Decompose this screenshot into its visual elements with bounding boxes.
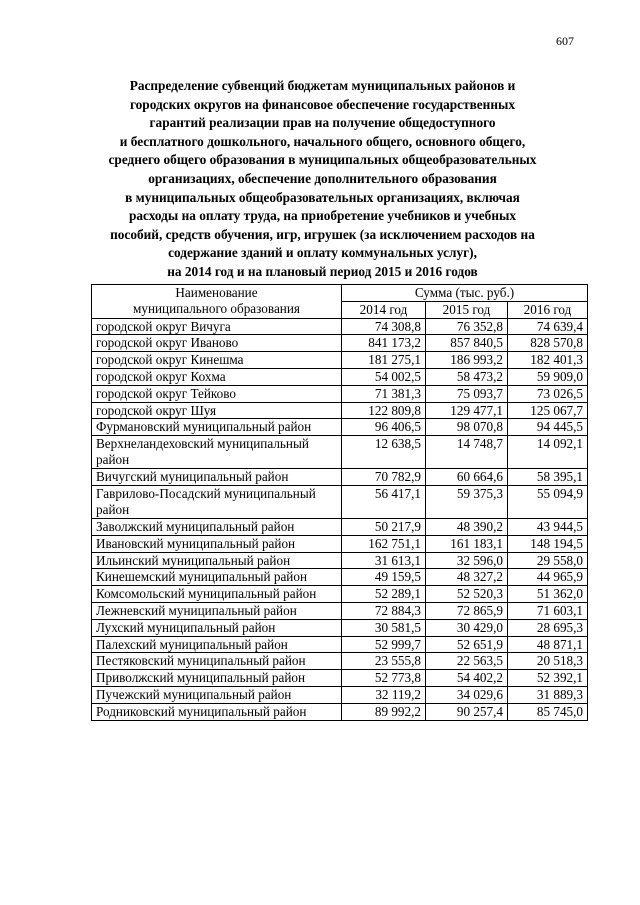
- amount-2015: 75 093,7: [426, 385, 508, 402]
- municipality-name: Кинешемский муниципальный район: [92, 569, 342, 586]
- table-row: [92, 670, 588, 687]
- amount-2016: 73 026,5: [508, 385, 588, 402]
- title-line: и бесплатного дошкольного, начального общего, основного общего,: [119, 133, 526, 149]
- amount-2014: 841 173,2: [342, 335, 426, 352]
- subvention-table: [91, 284, 588, 721]
- header-sum-cell: Сумма (тыс. руб.): [342, 285, 588, 302]
- amount-2015: 58 473,2: [426, 368, 508, 385]
- municipality-name: городской округ Шуя: [92, 402, 342, 419]
- table-row: [92, 352, 588, 369]
- municipality-name: Пестяковский муниципальный район: [92, 653, 342, 670]
- municipality-name: Ильинский муниципальный район: [92, 552, 342, 569]
- amount-2014: 31 613,1: [342, 552, 426, 569]
- amount-2015: 34 029,6: [426, 686, 508, 703]
- amount-2015: 30 429,0: [426, 619, 508, 636]
- amount-2014: 74 308,8: [342, 318, 426, 335]
- title-line: на 2014 год и на плановый период 2015 и 2016 годов: [167, 263, 478, 279]
- table-row: [92, 636, 588, 653]
- document-title: [82, 77, 563, 282]
- municipality-name: Комсомольский муниципальный район: [92, 586, 342, 603]
- amount-2016: 59 909,0: [508, 368, 588, 385]
- amount-2014: 70 782,9: [342, 469, 426, 486]
- amount-2014: 52 999,7: [342, 636, 426, 653]
- amount-2015: 48 327,2: [426, 569, 508, 586]
- table-row: [92, 535, 588, 552]
- table-row: [92, 469, 588, 486]
- amount-2016: 94 445,5: [508, 419, 588, 436]
- municipality-name: Гаврилово-Посадский муниципальный район: [92, 485, 342, 518]
- title-line: Распределение субвенций бюджетам муниципальных районов и: [129, 78, 516, 93]
- amount-2015: 161 183,1: [426, 535, 508, 552]
- amount-2014: 181 275,1: [342, 352, 426, 369]
- amount-2014: 52 289,1: [342, 586, 426, 603]
- amount-2016: 20 518,3: [508, 653, 588, 670]
- amount-2014: 49 159,5: [342, 569, 426, 586]
- amount-2016: 74 639,4: [508, 318, 588, 335]
- amount-2014: 12 638,5: [342, 436, 426, 469]
- table-row: [92, 653, 588, 670]
- title-line: городских округов на финансовое обеспечение государственных: [129, 96, 516, 112]
- amount-2014: 162 751,1: [342, 535, 426, 552]
- municipality-name: Заволжский муниципальный район: [92, 518, 342, 535]
- amount-2015: 90 257,4: [426, 703, 508, 720]
- header-name-cell: [92, 285, 342, 319]
- title-line: организациях, обеспечение дополнительного образования: [148, 170, 497, 186]
- amount-2014: 56 417,1: [342, 485, 426, 518]
- municipality-name: городской округ Иваново: [92, 335, 342, 352]
- header-year-2016: 2016 год: [508, 301, 588, 318]
- page-number: 607: [556, 34, 574, 48]
- table-row: [92, 318, 588, 335]
- title-line: гарантий реализации прав на получение общедоступного: [149, 115, 496, 131]
- amount-2016: 48 871,1: [508, 636, 588, 653]
- municipality-name: городской округ Тейково: [92, 385, 342, 402]
- amount-2014: 71 381,3: [342, 385, 426, 402]
- amount-2015: 186 993,2: [426, 352, 508, 369]
- municipality-name: городской округ Кинешма: [92, 352, 342, 369]
- header-year-2014: 2014 год: [342, 301, 426, 318]
- amount-2016: 828 570,8: [508, 335, 588, 352]
- amount-2015: 72 865,9: [426, 602, 508, 619]
- amount-2014: 32 119,2: [342, 686, 426, 703]
- amount-2014: 52 773,8: [342, 670, 426, 687]
- municipality-name: городской округ Кохма: [92, 368, 342, 385]
- amount-2016: 29 558,0: [508, 552, 588, 569]
- amount-2015: 98 070,8: [426, 419, 508, 436]
- amount-2014: 72 884,3: [342, 602, 426, 619]
- amount-2016: 52 392,1: [508, 670, 588, 687]
- amount-2016: 125 067,7: [508, 402, 588, 419]
- amount-2016: 44 965,9: [508, 569, 588, 586]
- table-row: [92, 368, 588, 385]
- amount-2016: 31 889,3: [508, 686, 588, 703]
- table-row: [92, 602, 588, 619]
- municipality-name: Верхнеландеховский муниципальный район: [92, 436, 342, 469]
- title-line: в муниципальных общеобразовательных организациях, включая: [125, 189, 520, 205]
- header-year-2015: 2015 год: [426, 301, 508, 318]
- table-row: [92, 703, 588, 720]
- amount-2015: 54 402,2: [426, 670, 508, 687]
- amount-2016: 182 401,3: [508, 352, 588, 369]
- title-line: пособий, средств обучения, игр, игрушек (за исключением расходов на: [110, 226, 535, 242]
- municipality-name: Фурмановский муниципальный район: [92, 419, 342, 436]
- municipality-name: Палехский муниципальный район: [92, 636, 342, 653]
- title-line: расходы на оплату труда, на приобретение учебников и учебных: [128, 208, 517, 224]
- amount-2014: 50 217,9: [342, 518, 426, 535]
- table-row: [92, 485, 588, 518]
- amount-2016: 55 094,9: [508, 485, 588, 518]
- amount-2014: 89 992,2: [342, 703, 426, 720]
- amount-2015: 60 664,6: [426, 469, 508, 486]
- amount-2014: 96 406,5: [342, 419, 426, 436]
- amount-2016: 148 194,5: [508, 535, 588, 552]
- municipality-name: городской округ Вичуга: [92, 318, 342, 335]
- amount-2014: 23 555,8: [342, 653, 426, 670]
- amount-2015: 857 840,5: [426, 335, 508, 352]
- amount-2015: 129 477,1: [426, 402, 508, 419]
- table-row: [92, 385, 588, 402]
- amount-2015: 32 596,0: [426, 552, 508, 569]
- municipality-name: Лежневский муниципальный район: [92, 602, 342, 619]
- amount-2016: 51 362,0: [508, 586, 588, 603]
- amount-2016: 28 695,3: [508, 619, 588, 636]
- amount-2015: 59 375,3: [426, 485, 508, 518]
- table-row: [92, 436, 588, 469]
- table-header-row: [92, 285, 588, 302]
- amount-2015: 52 520,3: [426, 586, 508, 603]
- amount-2014: 30 581,5: [342, 619, 426, 636]
- amount-2016: 14 092,1: [508, 436, 588, 469]
- municipality-name: Лухский муниципальный район: [92, 619, 342, 636]
- table-row: [92, 419, 588, 436]
- amount-2015: 76 352,8: [426, 318, 508, 335]
- amount-2014: 54 002,5: [342, 368, 426, 385]
- amount-2015: 52 651,9: [426, 636, 508, 653]
- amount-2016: 85 745,0: [508, 703, 588, 720]
- title-line: среднего общего образования в муниципальных общеобразовательных: [108, 152, 537, 168]
- municipality-name: Вичугский муниципальный район: [92, 469, 342, 486]
- table-row: [92, 552, 588, 569]
- amount-2015: 22 563,5: [426, 653, 508, 670]
- amount-2016: 43 944,5: [508, 518, 588, 535]
- amount-2015: 14 748,7: [426, 436, 508, 469]
- header-name-line1: Наименование: [175, 285, 258, 300]
- amount-2015: 48 390,2: [426, 518, 508, 535]
- header-name-line2: муниципального образования: [133, 300, 300, 316]
- municipality-name: Приволжский муниципальный район: [92, 670, 342, 687]
- amount-2014: 122 809,8: [342, 402, 426, 419]
- table-row: [92, 586, 588, 603]
- amount-2016: 71 603,1: [508, 602, 588, 619]
- municipality-name: Ивановский муниципальный район: [92, 535, 342, 552]
- municipality-name: Родниковский муниципальный район: [92, 703, 342, 720]
- table-row: [92, 518, 588, 535]
- table-row: [92, 335, 588, 352]
- table-row: [92, 402, 588, 419]
- title-line: содержание зданий и оплату коммунальных услуг),: [168, 245, 477, 261]
- table-row: [92, 569, 588, 586]
- table-row: [92, 686, 588, 703]
- municipality-name: Пучежский муниципальный район: [92, 686, 342, 703]
- amount-2016: 58 395,1: [508, 469, 588, 486]
- table-row: [92, 619, 588, 636]
